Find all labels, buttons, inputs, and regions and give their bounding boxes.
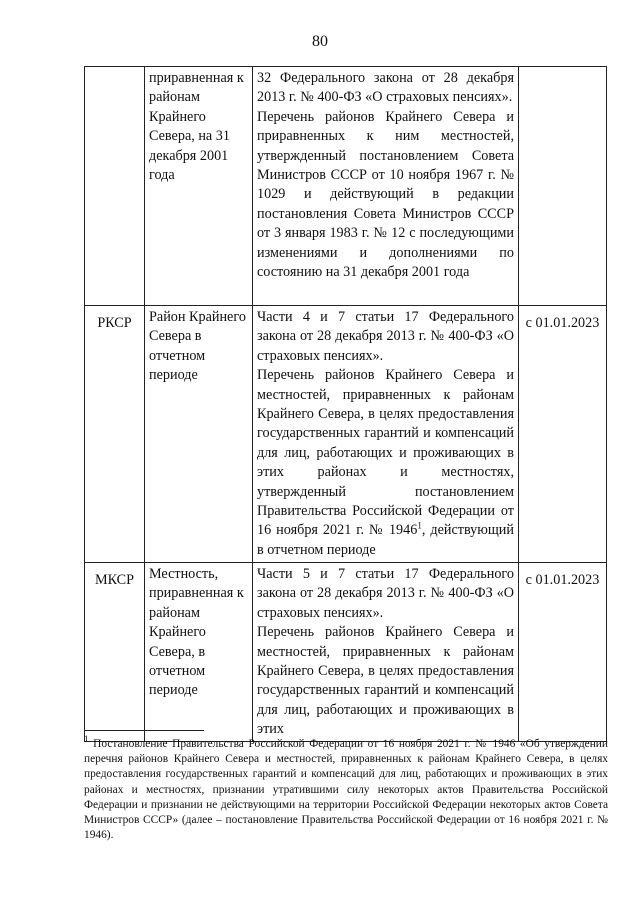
effective-date: с 01.01.2023 [519, 563, 607, 742]
territory-name: приравненная к районам Крайнего Севера, на 31 декабря 2001 года [145, 67, 253, 306]
territory-name: Местность, приравненная к районам Крайнего Севера, в отчетном периоде [145, 563, 253, 742]
basis-text: Перечень районов Крайнего Севера и местностей, приравненных к районам Крайнего Севера, в целях предоставления государственных гарантий и компенсаций для лиц, работающих и проживающих в этих районах и местностях, утвержденный постановлением Правительства Российской Федерации от 16 ноября 2021 г. № 1946 [257, 367, 514, 539]
territory-code [85, 67, 145, 306]
codes-table [84, 66, 607, 745]
legal-basis [253, 67, 519, 306]
table-row [85, 306, 607, 563]
territory-name: Район Крайнего Севера в отчетном периоде [145, 306, 253, 563]
footnote-text: Постановление Правительства Российской Федерации от 16 ноября 2021 г. № 1946 «Об утверждении перечня районов Крайнего Севера и местностей, приравненных к районам Крайнего Севера, в целях предоставления государственных гарантий и компенсаций для лиц, работающих и проживающих в этих районах и местностях, признании утратившими силу некоторых актов Правительства Российской Федерации и признании не действующими на территории Российской Федерации некоторых актов Совета Министров СССР» (далее – постановление Правительства Российской Федерации от 16 ноября 2021 г. № 1946). [84, 738, 608, 842]
basis-paragraph: Перечень районов Крайнего Севера и местностей, приравненных к районам Крайнего Севера, в целях предоставления государственных гарантий и компенсаций для лиц, работающих и проживающих в этих [257, 624, 514, 738]
legal-basis [253, 306, 519, 563]
legal-basis [253, 563, 519, 742]
page-number: 80 [312, 33, 328, 50]
basis-paragraph: 32 Федерального закона от 28 декабря 2013 г. № 400-ФЗ «О страховых пенсиях». [257, 70, 514, 106]
footnote [84, 734, 608, 843]
footnote-reference: 1 [417, 520, 422, 531]
effective-date: с 01.01.2023 [519, 306, 607, 563]
basis-paragraph: Перечень районов Крайнего Севера и приравненных к ним местностей, утвержденный постановлением Совета Министров СССР от 10 ноября 1967 г. № 1029 и действующий в редакции постановления Совета Министров СССР от 3 января 1983 г. № 12 с последующими изменениями и дополнениями по состоянию на 31 декабря 2001 года [257, 108, 514, 281]
table-row [85, 563, 607, 742]
footnote-separator [84, 730, 204, 731]
territory-code: РКСР [85, 306, 145, 563]
effective-date [519, 67, 607, 306]
footnote-mark: 1 [84, 734, 89, 745]
basis-paragraph [257, 366, 514, 560]
territory-code: МКСР [85, 563, 145, 742]
basis-paragraph: Части 5 и 7 статьи 17 Федерального закона от 28 декабря 2013 г. № 400-ФЗ «О страховых пенсиях». [257, 566, 514, 621]
basis-paragraph: Части 4 и 7 статьи 17 Федерального закона от 28 декабря 2013 г. № 400-ФЗ «О страховых пенсиях». [257, 309, 514, 364]
basis-text-tail: , действующий в отчетном периоде [257, 522, 514, 558]
table-row [85, 67, 607, 306]
